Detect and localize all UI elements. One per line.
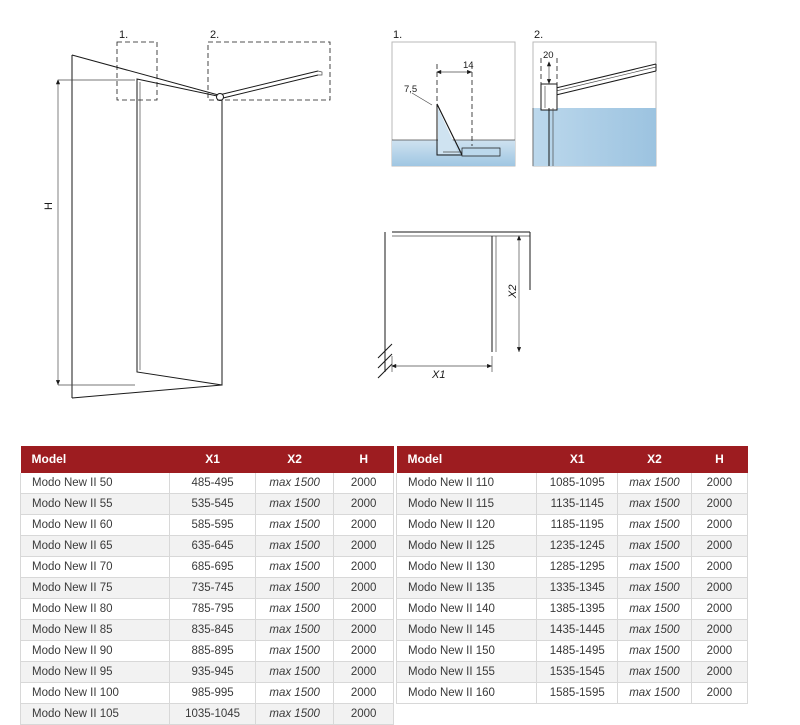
cell-model: Modo New II 95	[21, 662, 170, 683]
cell-x1: 1035-1045	[170, 704, 256, 725]
cell-model: Modo New II 115	[397, 494, 537, 515]
cell-model: Modo New II 80	[21, 599, 170, 620]
top-view-x2-label: X2	[507, 284, 519, 298]
cell-x1: 985-995	[170, 683, 256, 704]
table-row	[21, 683, 394, 704]
cell-x1: 1285-1295	[537, 557, 618, 578]
cell-h: 2000	[334, 578, 394, 599]
cell-x1: 1585-1595	[537, 683, 618, 704]
spec-table-right-wrapper	[396, 446, 748, 704]
cell-x2: max 1500	[255, 641, 333, 662]
cell-x2: max 1500	[618, 473, 692, 494]
cell-x1: 1135-1145	[537, 494, 618, 515]
table-row	[21, 620, 394, 641]
table-row	[397, 662, 748, 683]
table-row	[397, 515, 748, 536]
cell-model: Modo New II 125	[397, 536, 537, 557]
top-view-x1-label: X1	[432, 369, 446, 381]
cell-x2: max 1500	[255, 704, 333, 725]
cell-x2: max 1500	[618, 641, 692, 662]
cell-x2: max 1500	[255, 473, 333, 494]
cell-model: Modo New II 105	[21, 704, 170, 725]
table-row	[397, 494, 748, 515]
table-row	[21, 494, 394, 515]
table-row	[397, 578, 748, 599]
cell-h: 2000	[334, 599, 394, 620]
cell-x2: max 1500	[255, 662, 333, 683]
table-row	[21, 515, 394, 536]
cell-model: Modo New II 160	[397, 683, 537, 704]
cell-x1: 535-545	[170, 494, 256, 515]
cell-x1: 585-595	[170, 515, 256, 536]
table-row	[21, 599, 394, 620]
cell-x2: max 1500	[255, 683, 333, 704]
cell-model: Modo New II 135	[397, 578, 537, 599]
cell-x1: 835-845	[170, 620, 256, 641]
header-x2: X2	[618, 446, 692, 473]
table-row	[397, 557, 748, 578]
cell-x1: 1085-1095	[537, 473, 618, 494]
cell-model: Modo New II 120	[397, 515, 537, 536]
table-row	[21, 536, 394, 557]
cell-x1: 1435-1445	[537, 620, 618, 641]
cell-x2: max 1500	[618, 557, 692, 578]
header-h: H	[691, 446, 747, 473]
cell-h: 2000	[334, 494, 394, 515]
cell-model: Modo New II 50	[21, 473, 170, 494]
cell-model: Modo New II 145	[397, 620, 537, 641]
cell-h: 2000	[691, 620, 747, 641]
table-row	[21, 662, 394, 683]
table-row	[21, 473, 394, 494]
cell-x2: max 1500	[255, 578, 333, 599]
table-row	[21, 578, 394, 599]
cell-x2: max 1500	[255, 557, 333, 578]
table-row	[397, 599, 748, 620]
header-x1: X1	[537, 446, 618, 473]
table-row	[21, 704, 394, 725]
cell-h: 2000	[334, 662, 394, 683]
cell-x2: max 1500	[618, 578, 692, 599]
cell-h: 2000	[334, 620, 394, 641]
cell-model: Modo New II 65	[21, 536, 170, 557]
cell-x2: max 1500	[618, 599, 692, 620]
table-header-row	[21, 446, 394, 473]
cell-model: Modo New II 140	[397, 599, 537, 620]
cell-model: Modo New II 155	[397, 662, 537, 683]
spec-table-right	[396, 446, 748, 704]
cell-x2: max 1500	[618, 662, 692, 683]
cell-x1: 735-745	[170, 578, 256, 599]
cell-x2: max 1500	[618, 536, 692, 557]
top-plan-view	[378, 232, 530, 381]
cell-x1: 1185-1195	[537, 515, 618, 536]
cell-h: 2000	[691, 494, 747, 515]
table-row	[397, 473, 748, 494]
cell-x1: 1485-1495	[537, 641, 618, 662]
cell-h: 2000	[334, 515, 394, 536]
spec-table-left-wrapper	[20, 446, 394, 725]
cell-x2: max 1500	[255, 599, 333, 620]
header-model: Model	[397, 446, 537, 473]
cell-model: Modo New II 70	[21, 557, 170, 578]
cell-x1: 885-895	[170, 641, 256, 662]
detail-2-label: 2.	[534, 29, 544, 41]
cell-h: 2000	[691, 662, 747, 683]
cell-x1: 635-645	[170, 536, 256, 557]
cell-h: 2000	[691, 683, 747, 704]
detail-2-dim-top: 20	[543, 50, 554, 61]
table-row	[397, 641, 748, 662]
header-model: Model	[21, 446, 170, 473]
cell-x2: max 1500	[618, 515, 692, 536]
table-header-row	[397, 446, 748, 473]
detail-1-dim-angle: 7,5	[404, 84, 418, 95]
main-callout-1-label: 1.	[119, 29, 129, 41]
main-height-label: H	[43, 202, 55, 210]
cell-model: Modo New II 90	[21, 641, 170, 662]
table-row	[397, 683, 748, 704]
cell-h: 2000	[691, 599, 747, 620]
cell-model: Modo New II 130	[397, 557, 537, 578]
cell-h: 2000	[691, 515, 747, 536]
table-row	[397, 536, 748, 557]
main-perspective-view	[43, 29, 330, 398]
cell-model: Modo New II 75	[21, 578, 170, 599]
detail-1-dim-top: 14	[463, 60, 474, 71]
cell-x2: max 1500	[255, 515, 333, 536]
header-h: H	[334, 446, 394, 473]
cell-h: 2000	[334, 473, 394, 494]
cell-x2: max 1500	[618, 683, 692, 704]
cell-x2: max 1500	[255, 536, 333, 557]
cell-h: 2000	[691, 473, 747, 494]
cell-model: Modo New II 85	[21, 620, 170, 641]
cell-h: 2000	[691, 557, 747, 578]
cell-x1: 485-495	[170, 473, 256, 494]
cell-x1: 935-945	[170, 662, 256, 683]
cell-model: Modo New II 100	[21, 683, 170, 704]
cell-x2: max 1500	[255, 494, 333, 515]
cell-h: 2000	[691, 536, 747, 557]
cell-model: Modo New II 110	[397, 473, 537, 494]
cell-x1: 1385-1395	[537, 599, 618, 620]
cell-x1: 1235-1245	[537, 536, 618, 557]
detail-1-label: 1.	[393, 29, 403, 41]
table-row	[397, 620, 748, 641]
cell-h: 2000	[334, 536, 394, 557]
cell-x1: 785-795	[170, 599, 256, 620]
cell-h: 2000	[334, 704, 394, 725]
cell-x2: max 1500	[255, 620, 333, 641]
cell-h: 2000	[334, 557, 394, 578]
cell-x1: 1535-1545	[537, 662, 618, 683]
cell-model: Modo New II 60	[21, 515, 170, 536]
cell-model: Modo New II 55	[21, 494, 170, 515]
detail-view-2	[533, 29, 656, 166]
header-x1: X1	[170, 446, 256, 473]
cell-x1: 685-695	[170, 557, 256, 578]
cell-h: 2000	[691, 578, 747, 599]
detail-view-1	[392, 29, 515, 166]
main-callout-2-label: 2.	[210, 29, 220, 41]
cell-x2: max 1500	[618, 620, 692, 641]
cell-model: Modo New II 150	[397, 641, 537, 662]
spec-table-left	[20, 446, 394, 725]
cell-h: 2000	[691, 641, 747, 662]
cell-x2: max 1500	[618, 494, 692, 515]
cell-x1: 1335-1345	[537, 578, 618, 599]
cell-h: 2000	[334, 683, 394, 704]
header-x2: X2	[255, 446, 333, 473]
cell-h: 2000	[334, 641, 394, 662]
table-row	[21, 557, 394, 578]
table-row	[21, 641, 394, 662]
